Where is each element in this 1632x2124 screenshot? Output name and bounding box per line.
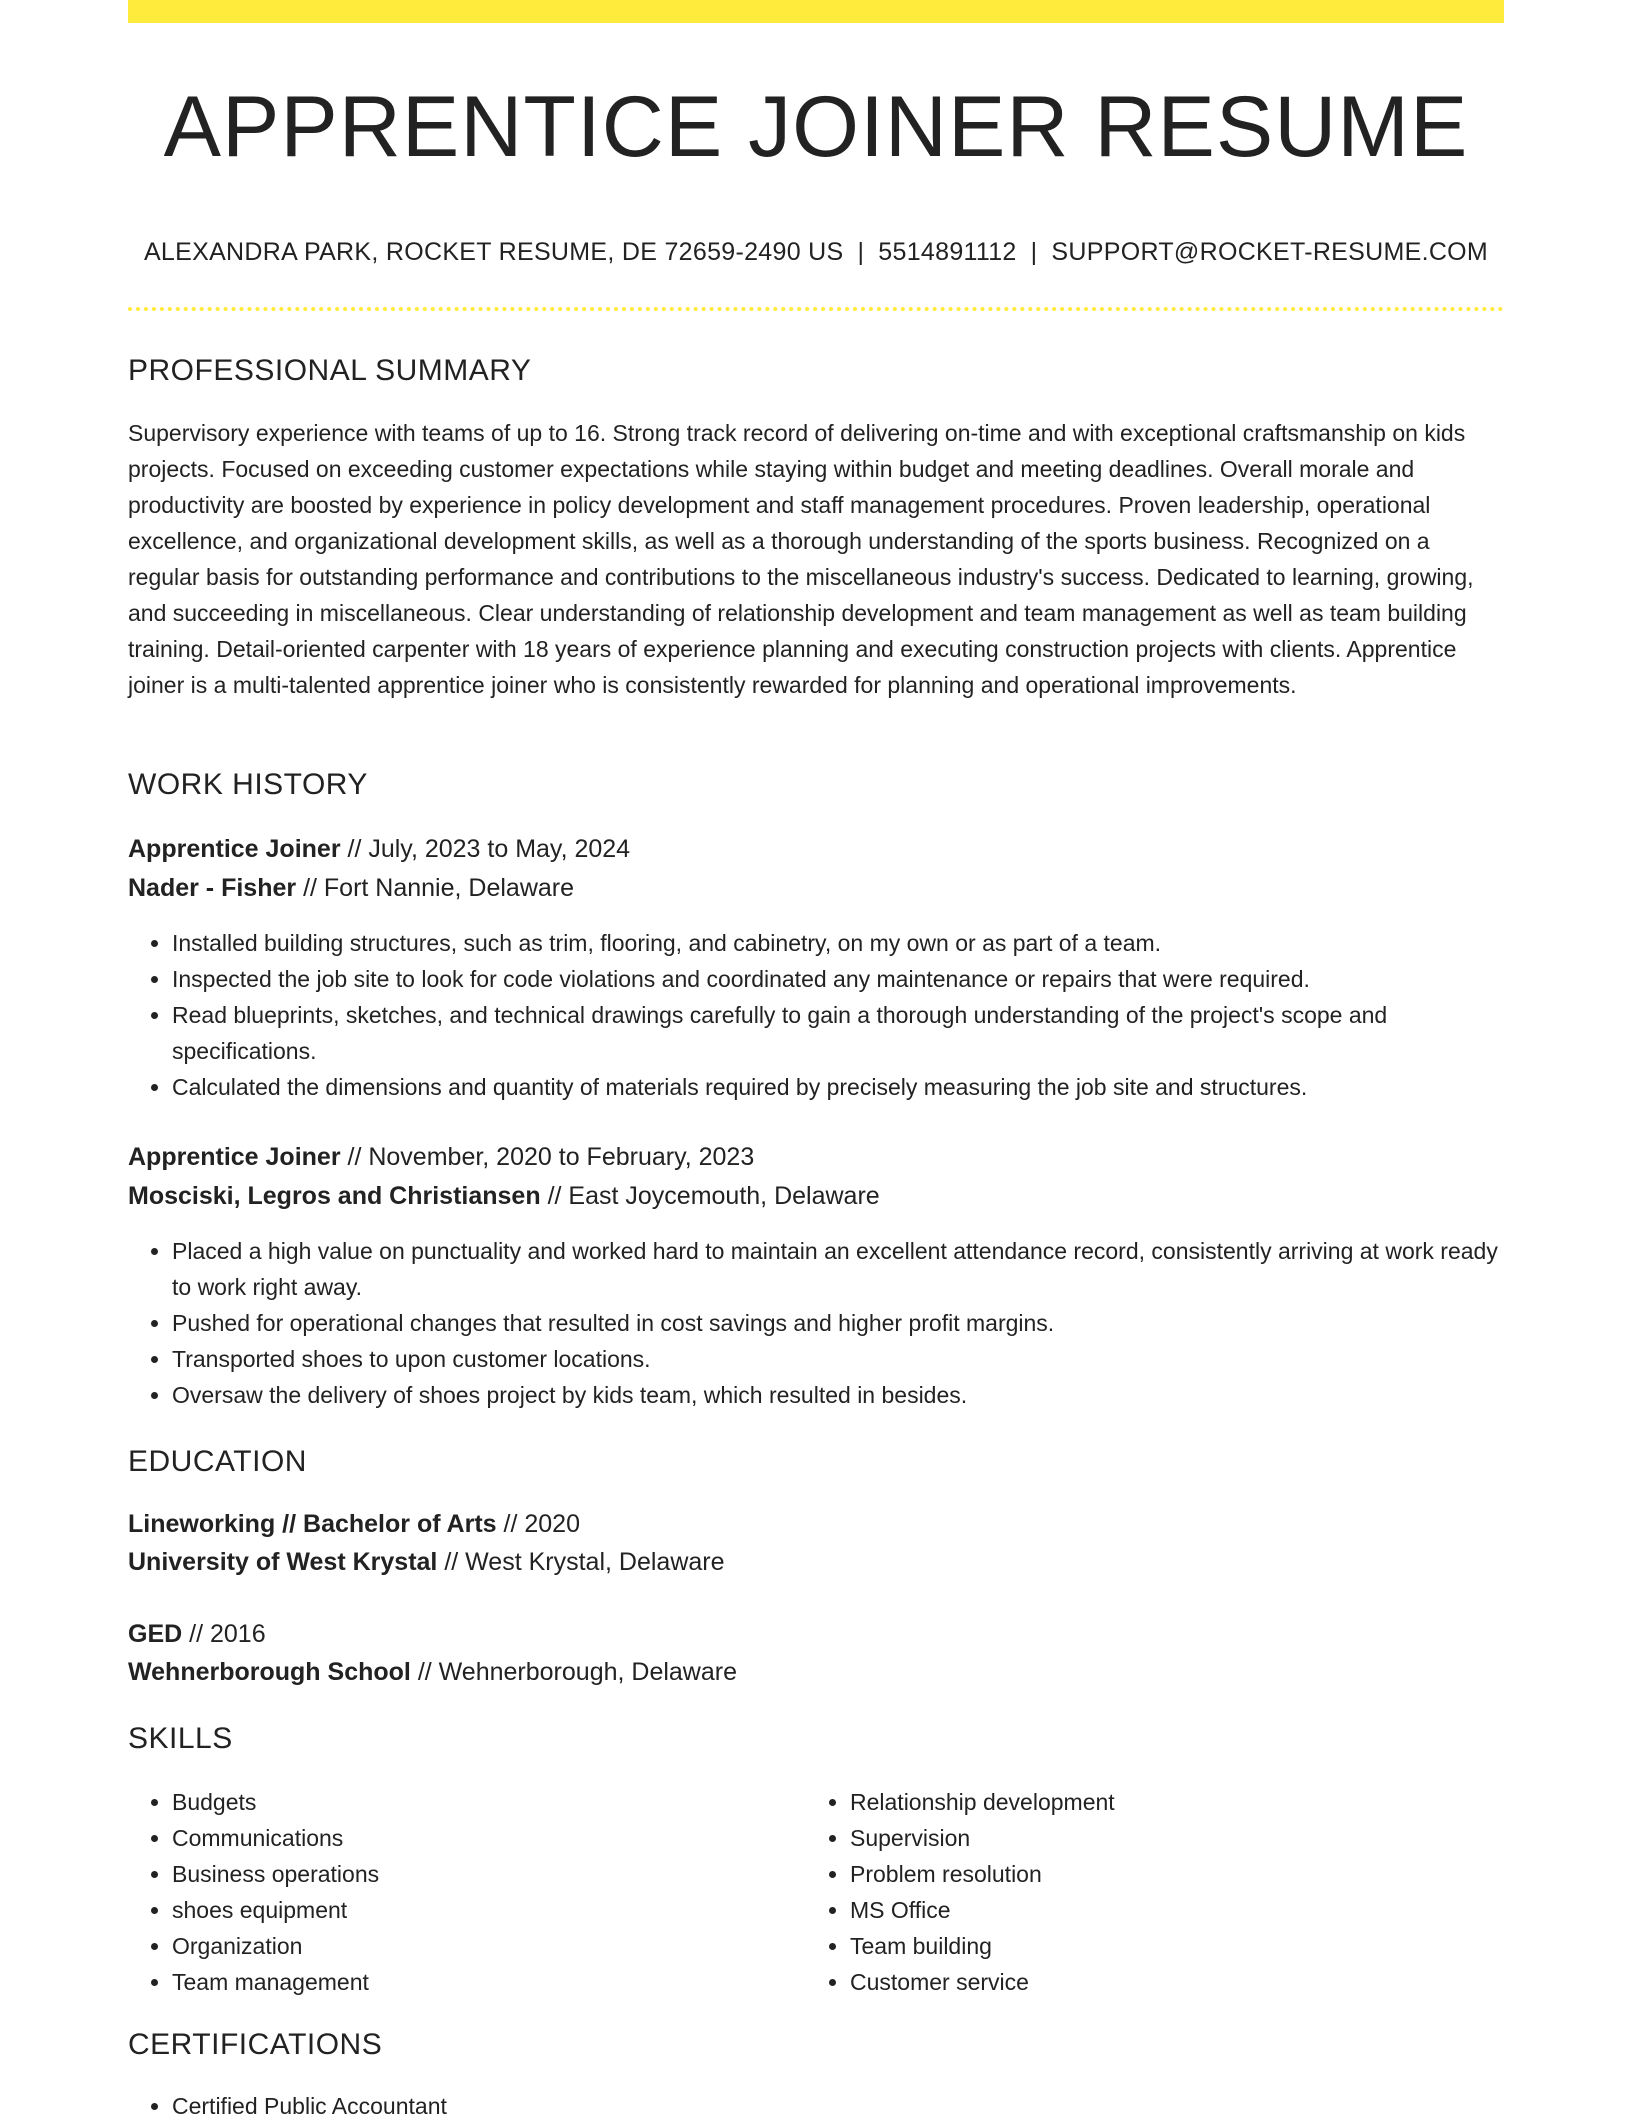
skill-item: • Problem resolution [850, 1856, 1446, 1892]
job-bullet: • Calculated the dimensions and quantity of materials required by precisely measuring the job site and structures. [172, 1069, 1504, 1105]
skill-item: • Budgets [172, 1784, 768, 1820]
education-location: // Wehnerborough, Delaware [417, 1658, 737, 1686]
resume-title: APPRENTICE JOINER RESUME [163, 79, 1469, 175]
resume-page [128, 0, 1504, 2119]
job-title: Apprentice Joiner [128, 1143, 341, 1171]
skills-left-column [128, 1784, 768, 2000]
skills-heading: SKILLS [128, 1722, 233, 1755]
job-bullet: • Installed building structures, such as trim, flooring, and cabinetry, on my own or as part of a team. [172, 925, 1504, 961]
certification-item: • Certified Public Accountant [172, 2088, 1504, 2124]
job-bullets [128, 1233, 1504, 1413]
education-year: // 2016 [189, 1620, 266, 1648]
job-bullet: • Read blueprints, sketches, and technical drawings carefully to gain a thorough understanding of the project's scope and specifications. [172, 997, 1504, 1069]
job-company-line [128, 1182, 880, 1211]
skills-list [128, 1784, 768, 2000]
education-year: // 2020 [503, 1510, 580, 1538]
education-degree: Lineworking // Bachelor of Arts [128, 1510, 497, 1538]
skill-item: • Supervision [850, 1820, 1446, 1856]
contact-address: ALEXANDRA PARK, ROCKET RESUME, DE 72659-2490 US [143, 238, 844, 266]
accent-bar [128, 0, 1504, 23]
contact-separator: | [857, 238, 865, 266]
job-location: // East Joycemouth, Delaware [547, 1182, 880, 1210]
skill-item: • Communications [172, 1820, 768, 1856]
job-bullet: • Transported shoes to upon customer locations. [172, 1341, 1504, 1377]
skill-item: • shoes equipment [172, 1892, 768, 1928]
job-bullet: • Inspected the job site to look for code violations and coordinated any maintenance or repairs that were required. [172, 961, 1504, 997]
skill-item: • Team building [850, 1928, 1446, 1964]
job-dates: // July, 2023 to May, 2024 [347, 835, 631, 863]
skill-item: • MS Office [850, 1892, 1446, 1928]
contact-phone: 5514891112 [878, 238, 1017, 266]
work-history-heading: WORK HISTORY [128, 768, 368, 801]
contact-line [128, 238, 1504, 267]
job-bullet: • Pushed for operational changes that resulted in cost savings and higher profit margins. [172, 1305, 1504, 1341]
job-company-line [128, 874, 574, 903]
job-title-line [128, 835, 630, 864]
skill-item: • Business operations [172, 1856, 768, 1892]
job-bullet: • Oversaw the delivery of shoes project by kids team, which resulted in besides. [172, 1377, 1504, 1413]
skill-item: • Team management [172, 1964, 768, 2000]
education-school-line [128, 1548, 725, 1577]
dotted-divider [128, 307, 1504, 311]
summary-text: Supervisory experience with teams of up to 16. Strong track record of delivering on-time and with exceptional craftsmanship on kids projects. Focused on exceeding customer expectations while staying within budget and meeting deadlines. Overall morale and productivity are boosted by experience in policy development and staff management procedures. Proven leadership, operational excellence, and organizational development skills, as well as a thorough understanding of the sports business. Recognized on a regular basis for outstanding performance and contributions to the miscellaneous industry's success. Dedicated to learning, growing, and succeeding in miscellaneous. Clear understanding of relationship development and team management as well as team building training. Detail-oriented carpenter with 18 years of experience planning and executing construction projects with clients. Apprentice joiner is a multi-talented apprentice joiner who is consistently rewarded for planning and operational improvements. [128, 420, 1474, 698]
education-degree-line [128, 1510, 580, 1539]
education-location: // West Krystal, Delaware [444, 1548, 725, 1576]
skill-item: • Relationship development [850, 1784, 1446, 1820]
summary-heading: PROFESSIONAL SUMMARY [128, 354, 532, 387]
job-company: Nader - Fisher [128, 874, 297, 902]
education-school: University of West Krystal [128, 1548, 438, 1576]
education-heading: EDUCATION [128, 1445, 307, 1478]
contact-email: SUPPORT@ROCKET-RESUME.COM [1051, 238, 1489, 266]
education-degree-line [128, 1620, 266, 1649]
skill-item: • Customer service [850, 1964, 1446, 2000]
job-company: Mosciski, Legros and Christiansen [128, 1182, 541, 1210]
skills-right-column [806, 1784, 1446, 2000]
certifications-heading: CERTIFICATIONS [128, 2028, 383, 2061]
education-degree: GED [128, 1620, 183, 1648]
job-bullet: • Placed a high value on punctuality and worked hard to maintain an excellent attendance record, consistently arriving at work ready to work right away. [172, 1233, 1504, 1305]
education-school-line [128, 1658, 737, 1687]
education-school: Wehnerborough School [128, 1658, 411, 1686]
job-location: // Fort Nannie, Delaware [303, 874, 575, 902]
skills-list [806, 1784, 1446, 2000]
job-title-line [128, 1143, 754, 1172]
job-title: Apprentice Joiner [128, 835, 341, 863]
job-dates: // November, 2020 to February, 2023 [347, 1143, 755, 1171]
job-bullets [128, 925, 1504, 1105]
skill-item: • Organization [172, 1928, 768, 1964]
certifications-list [128, 2088, 1504, 2124]
contact-separator: | [1030, 238, 1038, 266]
